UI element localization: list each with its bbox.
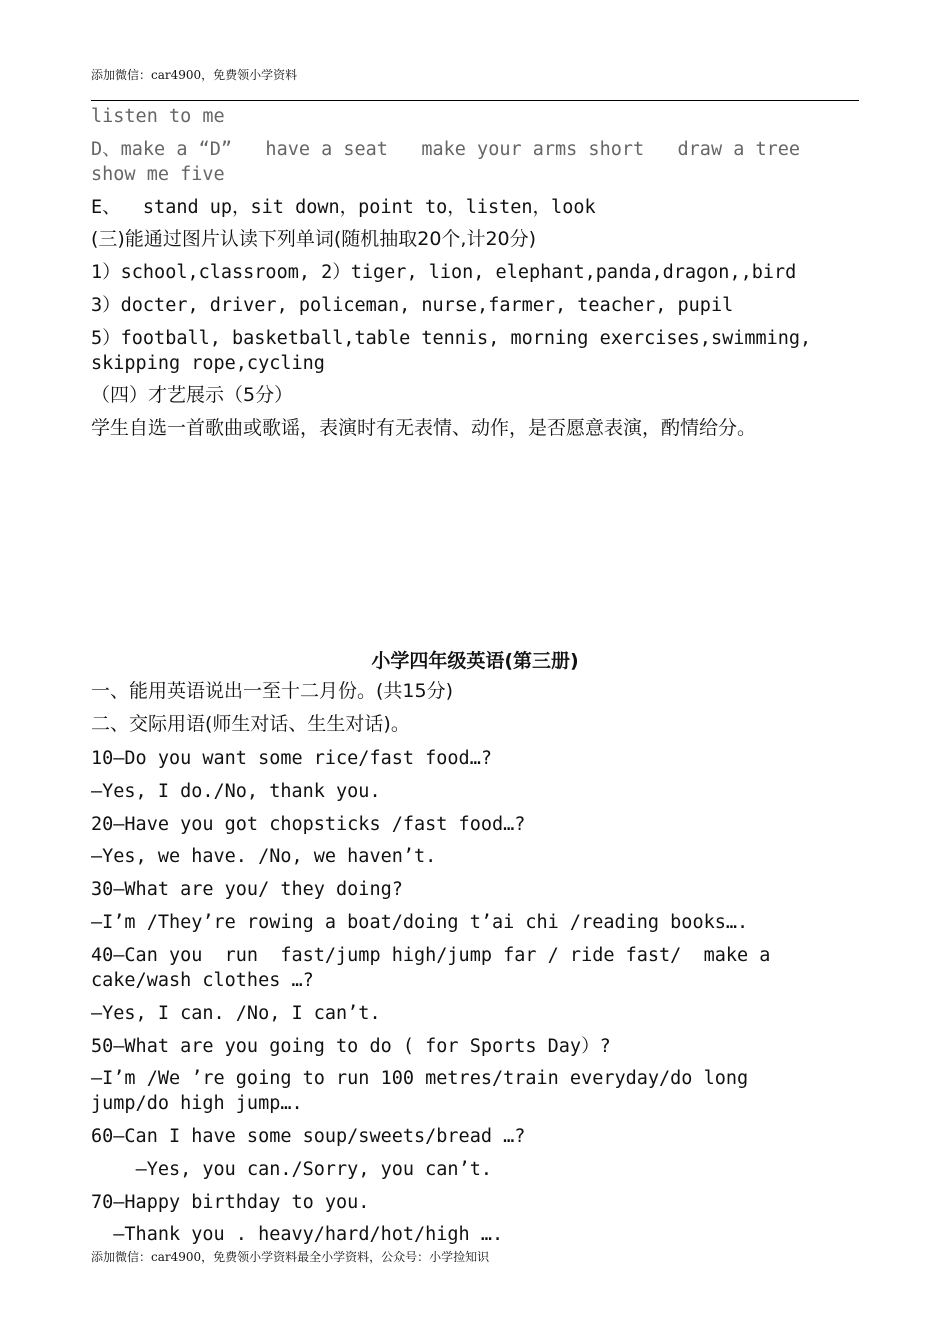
words-line-1: 1）school,classroom, 2）tiger, lion, elephant,panda,dragon,,bird bbox=[91, 262, 797, 283]
a40-line: —Yes, I can. /No, I can’t. bbox=[91, 1003, 381, 1024]
listen-line: listen to me bbox=[91, 106, 225, 127]
item-1-months: 一、能用英语说出一至十二月份。(共15分) bbox=[91, 680, 454, 702]
item-e-line: E、 stand up，sit down，point to，listen，look bbox=[91, 197, 596, 218]
q30-line: 30—What are you/ they doing? bbox=[91, 879, 403, 900]
q40-line-1: 40—Can you run fast/jump high/jump far / ride fast/ make a bbox=[91, 945, 771, 966]
q10-line: 10—Do you want some rice/fast food…? bbox=[91, 748, 492, 769]
a10-line: —Yes, I do./No, thank you. bbox=[91, 781, 381, 802]
q70-line: 70—Happy birthday to you. bbox=[91, 1192, 370, 1213]
a30-line: —I’m /They’re rowing a boat/doing t’ai chi /reading books…. bbox=[91, 912, 749, 933]
heading-talent: （四）才艺展示（5分） bbox=[91, 384, 294, 406]
a50-line-2: jump/do high jump…. bbox=[91, 1093, 303, 1114]
words-line-5b: skipping rope,cycling bbox=[91, 353, 325, 374]
item-d-line: D、make a “D” have a seat make your arms short draw a tree bbox=[91, 139, 801, 160]
page-header-text: 添加微信：car4900，免费领小学资料 bbox=[91, 68, 298, 82]
q40-line-2: cake/wash clothes …? bbox=[91, 970, 314, 991]
item-d-line-2: show me five bbox=[91, 164, 225, 185]
q60-line: 60—Can I have some soup/sweets/bread …? bbox=[91, 1126, 526, 1147]
a70-line: —Thank you . heavy/hard/hot/high …. bbox=[91, 1224, 504, 1245]
words-line-3: 3）docter, driver, policeman, nurse,farmer, teacher, pupil bbox=[91, 295, 734, 316]
page-footer-text: 添加微信：car4900，免费领小学资料最全小学资料，公众号：小学捡知识 bbox=[91, 1250, 490, 1264]
a60-line: —Yes, you can./Sorry, you can’t. bbox=[91, 1159, 492, 1180]
q20-line: 20—Have you got chopsticks /fast food…? bbox=[91, 814, 526, 835]
item-2-dialogue: 二、交际用语(师生对话、生生对话)。 bbox=[91, 713, 410, 735]
heading-words: (三)能通过图片认读下列单词(随机抽取20个,计20分) bbox=[91, 228, 537, 250]
header-rule bbox=[91, 100, 859, 101]
q50-line: 50—What are you going to do ( for Sports Day）? bbox=[91, 1036, 611, 1057]
talent-description: 学生自选一首歌曲或歌谣，表演时有无表情、动作，是否愿意表演，酌情给分。 bbox=[91, 417, 757, 439]
page-title: 小学四年级英语(第三册) bbox=[371, 650, 579, 672]
words-line-5a: 5）football, basketball,table tennis, morning exercises,swimming, bbox=[91, 328, 812, 349]
a20-line: —Yes, we have. /No, we haven’t. bbox=[91, 846, 437, 867]
a50-line-1: —I’m /We ’re going to run 100 metres/train everyday/do long bbox=[91, 1068, 749, 1089]
